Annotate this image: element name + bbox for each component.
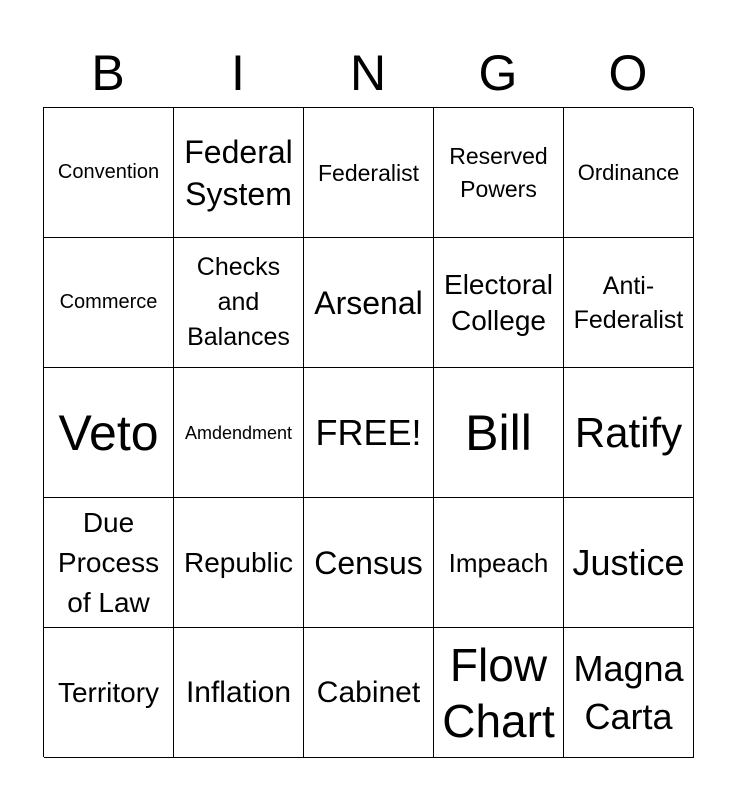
bingo-header (43, 38, 693, 108)
bingo-cell-convention[interactable] (44, 108, 174, 238)
cell-label: Republic (184, 546, 293, 578)
bingo-cell-justice[interactable] (564, 498, 694, 628)
cell-label: Veto (58, 404, 159, 461)
bingo-cell-arsenal[interactable] (304, 238, 434, 368)
bingo-cell-free[interactable] (304, 368, 434, 498)
cell-label: Commerce (59, 291, 158, 313)
cell-label: Electoral College (444, 268, 553, 336)
bingo-cell-electoral-college[interactable] (434, 238, 564, 368)
header-letter-g: G (478, 45, 518, 101)
bingo-cell-ordinance[interactable] (564, 108, 694, 238)
header-letter-b: B (91, 45, 125, 101)
header-letter-o: O (608, 45, 648, 101)
bingo-cell-reserved-powers[interactable] (434, 108, 564, 238)
bingo-cell-due-process-of-law[interactable] (44, 498, 174, 628)
bingo-cell-federal-system[interactable] (174, 108, 304, 238)
bingo-cell-territory[interactable] (44, 628, 174, 758)
bingo-cell-commerce[interactable] (44, 238, 174, 368)
cell-label: Cabinet (316, 675, 421, 709)
cell-label: Inflation (185, 675, 292, 709)
cell-label: Federal System (184, 133, 293, 212)
cell-label: Flow Chart (442, 638, 555, 747)
cell-label: Arsenal (314, 284, 423, 321)
cell-label: Reserved Powers (449, 142, 548, 202)
cell-label: Impeach (448, 547, 549, 578)
bingo-cell-federalist[interactable] (304, 108, 434, 238)
cell-label: Bill (465, 404, 532, 461)
cell-label: FREE! (315, 411, 422, 453)
cell-label: Convention (57, 161, 160, 183)
cell-label: Ordinance (577, 159, 680, 185)
cell-label: Due Process of Law (57, 506, 160, 618)
cell-label: Federalist (318, 159, 419, 186)
cell-label: Territory (57, 676, 160, 708)
cell-label: Anti- Federalist (573, 271, 684, 334)
bingo-cell-amdendment[interactable] (174, 368, 304, 498)
cell-label: Justice (572, 541, 685, 583)
header-letter-n: N (349, 45, 387, 101)
header-letter-i: I (231, 45, 245, 101)
bingo-cell-checks-and-balances[interactable] (174, 238, 304, 368)
bingo-cell-bill[interactable] (434, 368, 564, 498)
cell-label: Ratify (574, 408, 683, 456)
bingo-cell-ratify[interactable] (564, 368, 694, 498)
bingo-cell-veto[interactable] (44, 368, 174, 498)
bingo-board (43, 107, 693, 757)
bingo-cell-cabinet[interactable] (304, 628, 434, 758)
cell-label: Amdendment (184, 422, 293, 443)
cell-label: Census (314, 544, 423, 581)
bingo-cell-flow-chart[interactable] (434, 628, 564, 758)
bingo-cell-republic[interactable] (174, 498, 304, 628)
cell-label: Magna Carta (573, 647, 684, 737)
bingo-cell-impeach[interactable] (434, 498, 564, 628)
bingo-cell-anti-federalist[interactable] (564, 238, 694, 368)
bingo-cell-inflation[interactable] (174, 628, 304, 758)
cell-label: Checks and Balances (187, 253, 290, 351)
bingo-cell-census[interactable] (304, 498, 434, 628)
bingo-cell-magna-carta[interactable] (564, 628, 694, 758)
